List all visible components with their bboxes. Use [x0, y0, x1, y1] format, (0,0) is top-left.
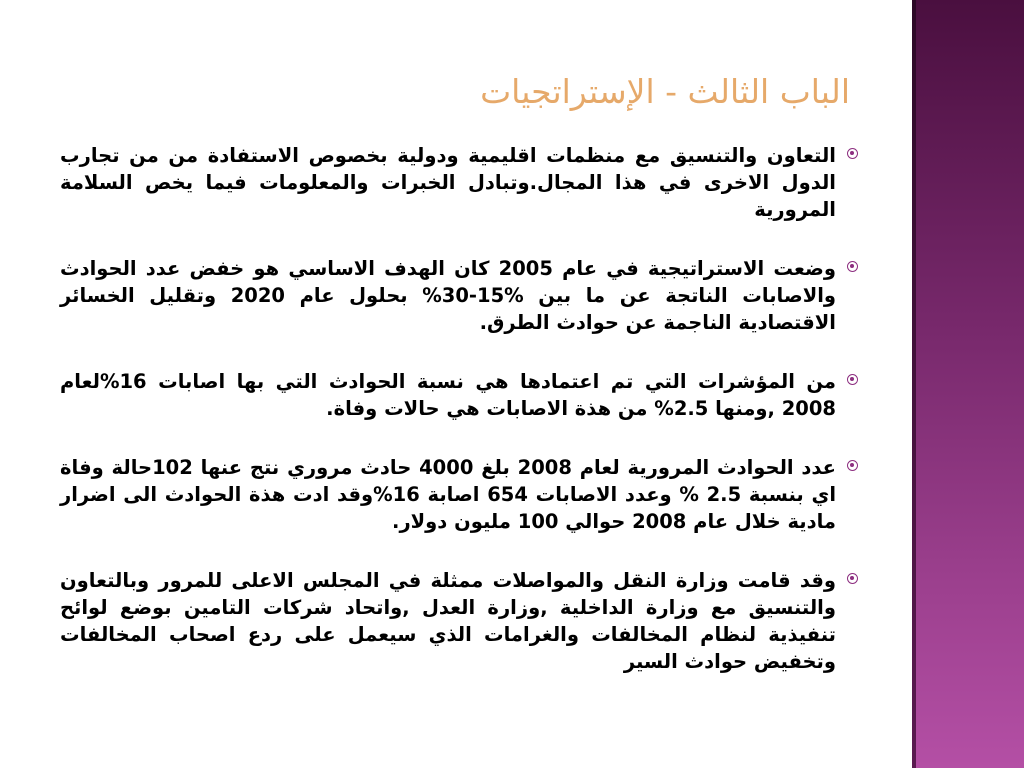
bullet-icon [847, 148, 858, 159]
bullet-icon [847, 374, 858, 385]
bullet-text: من المؤشرات التي تم اعتمادها هي نسبة الحوادث التي بها اصابات 16%لعام 2008 ,ومنها 2.5% من هذة الاصابات هي حالات وفاة. [60, 370, 836, 420]
bullet-item [60, 454, 836, 535]
bullet-icon [847, 573, 858, 584]
bullet-item [60, 368, 836, 422]
decorative-side-band [912, 0, 1024, 768]
bullet-text: وضعت الاستراتيجية في عام 2005 كان الهدف الاساسي هو خفض عدد الحوادث والاصابات الناتجة عن ما بين %15-30% بحلول عام 2020 وتقليل الخسائر الاقتصادية الناجمة عن حوادث الطرق. [60, 257, 837, 334]
bullet-item [60, 255, 836, 336]
bullet-item [60, 567, 836, 675]
bullet-text: التعاون والتنسيق مع منظمات اقليمية ودولية بخصوص الاستفادة من من تجارب الدول الاخرى في هذا المجال.وتبادل الخبرات والمعلومات فيما يخص السلامة المرورية [60, 144, 836, 221]
bullet-list [60, 142, 836, 707]
slide-title: الباب الثالث - الإستراتجيات [480, 72, 850, 111]
bullet-text: وقد قامت وزارة النقل والمواصلات ممثلة في المجلس الاعلى للمرور وبالتعاون والتنسيق مع وزارة الداخلية ,وزارة العدل ,واتحاد شركات التامين بوضع لوائح تنفيذية لنظام المخالفات والغرامات الذي سيعمل على ردع اصحاب المخالفات وتخفيض حوادث السير [60, 569, 836, 673]
bullet-icon [847, 460, 858, 471]
bullet-icon [847, 261, 858, 272]
bullet-item [60, 142, 836, 223]
bullet-text: عدد الحوادث المرورية لعام 2008 بلغ 4000 حادث مروري نتج عنها 102حالة وفاة اي بنسبة 2.5 % وعدد الاصابات 654 اصابة 16%وقد ادت هذة الحوادث الى اضرار مادية خلال عام 2008 حوالي 100 مليون دولار. [60, 456, 837, 533]
